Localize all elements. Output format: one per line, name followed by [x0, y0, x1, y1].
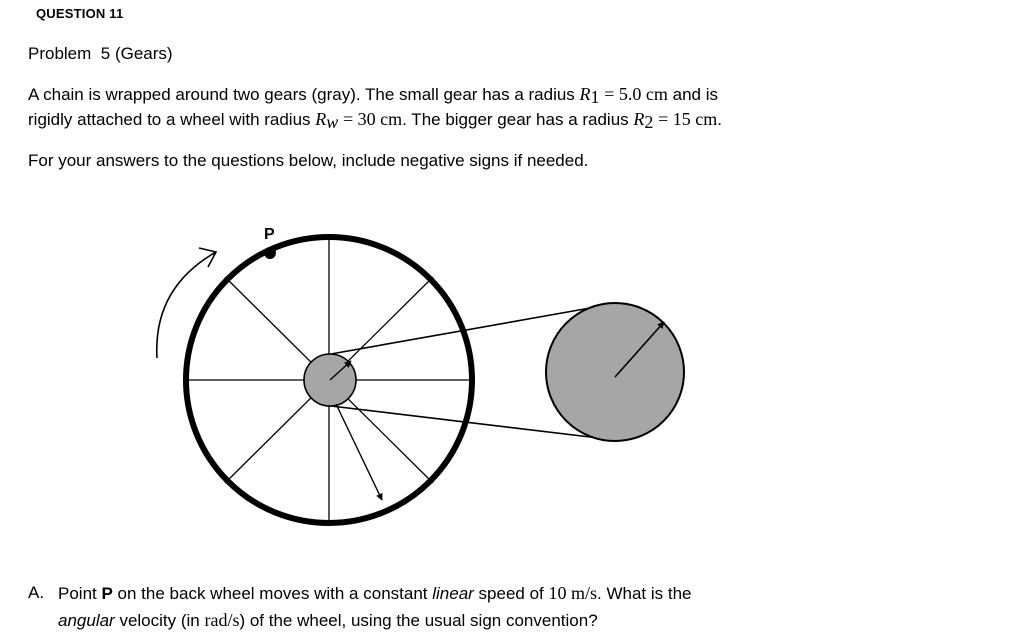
part-a-speed: 10 m/s — [548, 583, 598, 603]
intro-text-3: rigidly attached to a wheel with radius — [28, 110, 316, 129]
part-a-text-3: speed of — [473, 584, 549, 603]
r2-value: = 15 cm — [658, 109, 718, 129]
part-a-text-6: ) of the wheel, using the usual sign convention? — [239, 611, 598, 630]
rw-radius-arrow — [336, 404, 382, 500]
point-p-label: P — [264, 226, 275, 243]
part-a-text-2: on the back wheel moves with a constant — [112, 584, 433, 603]
r2-variable: R — [633, 109, 645, 129]
part-a-text-1: Point — [58, 584, 102, 603]
part-a-point: P — [101, 584, 113, 603]
r1-subscript: 1 — [590, 87, 600, 107]
rw-variable: R — [315, 109, 327, 129]
r2-subscript: 2 — [644, 112, 654, 132]
problem-label: Problem — [28, 44, 92, 63]
part-a-body — [58, 580, 918, 634]
r1-value: = 5.0 cm — [604, 84, 668, 104]
intro-text-1: A chain is wrapped around two gears (gray). The small gear has a radius — [28, 85, 580, 104]
part-a-unit: rad/s — [204, 610, 240, 630]
intro-text-2: and is — [667, 85, 719, 104]
instruction-text: For your answers to the questions below, include negative signs if needed. — [28, 151, 589, 170]
part-a-letter: A. — [28, 583, 45, 602]
rw-value: = 30 cm — [343, 109, 403, 129]
r1-variable: R — [579, 84, 591, 104]
rw-subscript: w — [326, 112, 339, 132]
part-a-text-5: velocity (in — [114, 611, 205, 630]
problem-topic: (Gears) — [114, 44, 173, 63]
part-a-text-4: . What is the — [597, 584, 692, 603]
part-a-angular: angular — [58, 611, 115, 630]
part-a-question — [28, 580, 918, 634]
intro-text-4: . The bigger gear has a radius — [402, 110, 634, 129]
point-p-marker — [264, 247, 276, 259]
part-a-linear: linear — [432, 584, 474, 603]
question-header: QUESTION 11 — [36, 6, 124, 21]
problem-number: 5 — [100, 44, 111, 63]
intro-text-5: . — [717, 110, 723, 129]
